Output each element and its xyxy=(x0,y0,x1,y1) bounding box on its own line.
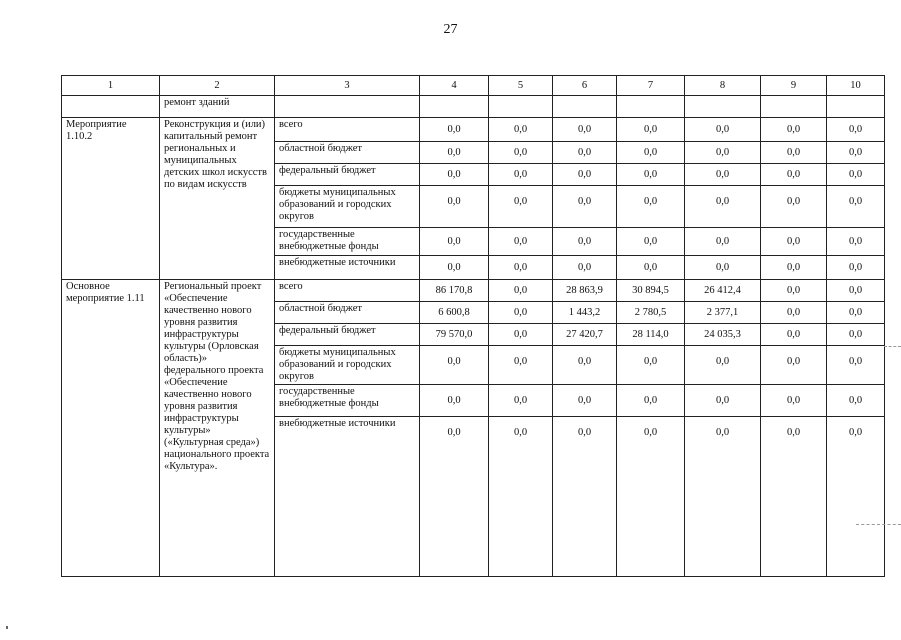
value-cell: 0,0 xyxy=(827,280,885,302)
value-cell: 0,0 xyxy=(827,417,885,577)
value-cell: 0,0 xyxy=(761,228,827,256)
value-cell: 26 412,4 xyxy=(685,280,761,302)
value-cell: 86 170,8 xyxy=(420,280,489,302)
activity-name: Основное мероприятие 1.11 xyxy=(62,280,160,577)
value-cell: 0,0 xyxy=(827,142,885,164)
value-cell: 0,0 xyxy=(827,385,885,417)
value-cell: 0,0 xyxy=(761,186,827,228)
continuation-row xyxy=(62,96,885,118)
value-cell: 30 894,5 xyxy=(617,280,685,302)
value-cell: 0,0 xyxy=(827,164,885,186)
value-cell: 0,0 xyxy=(827,346,885,385)
value-cell: 0,0 xyxy=(553,256,617,280)
value-cell: 24 035,3 xyxy=(685,324,761,346)
value-cell: 0,0 xyxy=(685,228,761,256)
value-cell: 0,0 xyxy=(553,142,617,164)
page-number: 27 xyxy=(443,22,458,37)
header-cell: 10 xyxy=(827,76,885,96)
value-cell: 0,0 xyxy=(685,186,761,228)
value-cell: 0,0 xyxy=(553,164,617,186)
value-cell: 0,0 xyxy=(685,417,761,577)
funding-source: федеральный бюджет xyxy=(275,164,420,186)
funding-source: всего xyxy=(275,118,420,142)
value-cell: 0,0 xyxy=(761,417,827,577)
value-cell: 0,0 xyxy=(489,164,553,186)
value-cell: 0,0 xyxy=(761,385,827,417)
funding-source: областной бюджет xyxy=(275,142,420,164)
value-cell: 0,0 xyxy=(489,142,553,164)
empty-cell xyxy=(761,96,827,118)
header-cell: 2 xyxy=(160,76,275,96)
empty-cell xyxy=(275,96,420,118)
value-cell: 0,0 xyxy=(489,346,553,385)
empty-cell xyxy=(685,96,761,118)
value-cell: 0,0 xyxy=(761,118,827,142)
header-cell: 3 xyxy=(275,76,420,96)
empty-cell xyxy=(617,96,685,118)
value-cell: 0,0 xyxy=(420,256,489,280)
value-cell: 0,0 xyxy=(617,256,685,280)
value-cell: 0,0 xyxy=(489,186,553,228)
value-cell: 28 863,9 xyxy=(553,280,617,302)
continuation-text: ремонт зданий xyxy=(160,96,275,118)
value-cell: 0,0 xyxy=(761,280,827,302)
value-cell: 0,0 xyxy=(489,324,553,346)
empty-cell xyxy=(553,96,617,118)
empty-cell xyxy=(489,96,553,118)
empty-cell xyxy=(420,96,489,118)
value-cell: 0,0 xyxy=(617,385,685,417)
table-row xyxy=(62,280,885,302)
header-cell: 1 xyxy=(62,76,160,96)
value-cell: 0,0 xyxy=(617,346,685,385)
funding-source: государственные внебюджетные фонды xyxy=(275,385,420,417)
value-cell: 0,0 xyxy=(761,256,827,280)
value-cell: 0,0 xyxy=(685,385,761,417)
value-cell: 0,0 xyxy=(761,302,827,324)
value-cell: 0,0 xyxy=(617,142,685,164)
header-cell: 4 xyxy=(420,76,489,96)
value-cell: 0,0 xyxy=(617,417,685,577)
scan-artifact-mark xyxy=(6,626,8,629)
value-cell: 0,0 xyxy=(489,302,553,324)
activity-name: Мероприятие 1.10.2 xyxy=(62,118,160,280)
scan-artifact-line xyxy=(884,346,901,347)
funding-source: всего xyxy=(275,280,420,302)
value-cell: 0,0 xyxy=(553,186,617,228)
value-cell: 0,0 xyxy=(617,228,685,256)
value-cell: 0,0 xyxy=(827,118,885,142)
scan-artifact-line xyxy=(856,524,901,525)
header-cell: 9 xyxy=(761,76,827,96)
value-cell: 0,0 xyxy=(489,280,553,302)
value-cell: 0,0 xyxy=(761,164,827,186)
value-cell: 0,0 xyxy=(685,346,761,385)
value-cell: 0,0 xyxy=(420,346,489,385)
value-cell: 0,0 xyxy=(685,142,761,164)
value-cell: 0,0 xyxy=(685,256,761,280)
activity-description: Региональный проект «Обеспечение качественно нового уровня развития инфраструктуры культуры (Орловская область)» федерального проекта «Обеспечение качественно нового уровня развития инфраструктуры культуры» («Культурная среда») национального проекта «Культура». xyxy=(160,280,275,577)
activity-description: Реконструкция и (или) капитальный ремонт региональных и муниципальных детских школ искусств по видам искусств xyxy=(160,118,275,280)
value-cell: 0,0 xyxy=(617,164,685,186)
value-cell: 0,0 xyxy=(420,228,489,256)
funding-source: государственные внебюджетные фонды xyxy=(275,228,420,256)
value-cell: 0,0 xyxy=(553,228,617,256)
header-cell: 7 xyxy=(617,76,685,96)
funding-source: внебюджетные источники xyxy=(275,417,420,577)
value-cell: 0,0 xyxy=(685,164,761,186)
funding-source: внебюджетные источники xyxy=(275,256,420,280)
value-cell: 0,0 xyxy=(489,256,553,280)
funding-source: бюджеты муниципальных образований и городских округов xyxy=(275,186,420,228)
value-cell: 0,0 xyxy=(489,228,553,256)
header-cell: 8 xyxy=(685,76,761,96)
value-cell: 0,0 xyxy=(617,118,685,142)
value-cell: 0,0 xyxy=(553,417,617,577)
table-row xyxy=(62,118,885,142)
value-cell: 79 570,0 xyxy=(420,324,489,346)
value-cell: 2 377,1 xyxy=(685,302,761,324)
funding-source: бюджеты муниципальных образований и городских округов xyxy=(275,346,420,385)
value-cell: 0,0 xyxy=(420,118,489,142)
value-cell: 1 443,2 xyxy=(553,302,617,324)
value-cell: 0,0 xyxy=(553,118,617,142)
value-cell: 0,0 xyxy=(827,228,885,256)
funding-source: областной бюджет xyxy=(275,302,420,324)
value-cell: 0,0 xyxy=(827,324,885,346)
funding-source: федеральный бюджет xyxy=(275,324,420,346)
value-cell: 0,0 xyxy=(420,186,489,228)
header-cell: 5 xyxy=(489,76,553,96)
header-row xyxy=(62,76,885,96)
value-cell: 27 420,7 xyxy=(553,324,617,346)
value-cell: 0,0 xyxy=(489,118,553,142)
value-cell: 0,0 xyxy=(827,186,885,228)
value-cell: 0,0 xyxy=(420,164,489,186)
value-cell: 2 780,5 xyxy=(617,302,685,324)
value-cell: 0,0 xyxy=(420,417,489,577)
value-cell: 0,0 xyxy=(553,346,617,385)
value-cell: 0,0 xyxy=(761,142,827,164)
value-cell: 0,0 xyxy=(617,186,685,228)
header-cell: 6 xyxy=(553,76,617,96)
value-cell: 0,0 xyxy=(761,346,827,385)
value-cell: 0,0 xyxy=(489,417,553,577)
value-cell: 6 600,8 xyxy=(420,302,489,324)
value-cell: 0,0 xyxy=(489,385,553,417)
value-cell: 28 114,0 xyxy=(617,324,685,346)
budget-table xyxy=(61,75,885,577)
value-cell: 0,0 xyxy=(827,302,885,324)
value-cell: 0,0 xyxy=(685,118,761,142)
value-cell: 0,0 xyxy=(827,256,885,280)
value-cell: 0,0 xyxy=(420,142,489,164)
empty-cell xyxy=(827,96,885,118)
value-cell: 0,0 xyxy=(761,324,827,346)
value-cell: 0,0 xyxy=(420,385,489,417)
value-cell: 0,0 xyxy=(553,385,617,417)
empty-cell xyxy=(62,96,160,118)
